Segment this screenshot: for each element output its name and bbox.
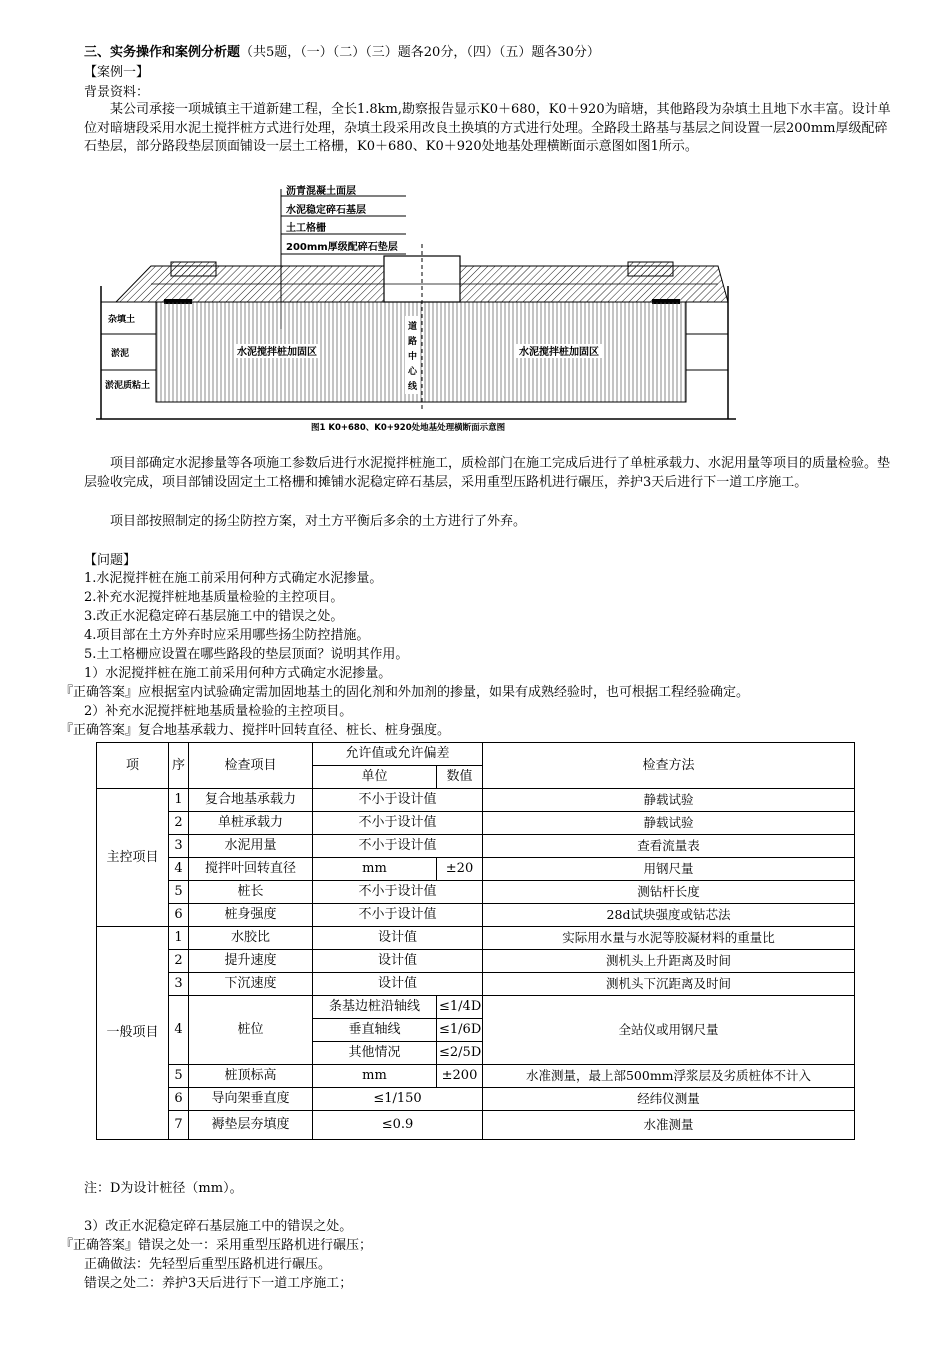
row-value: ±20 — [437, 858, 483, 881]
answer-2: 『正确答案』复合地基承载力、搅拌叶回转直径、桩长、桩身强度。 — [60, 723, 451, 738]
figure-caption: 图1 K0+680、K0+920处地基处理横断面示意图 — [311, 423, 506, 433]
centerline-char-4: 心 — [408, 367, 418, 377]
header-unit: 单位 — [313, 766, 437, 789]
section-header — [84, 45, 600, 61]
row-value: ≤1/6D — [437, 1019, 483, 1042]
table-row — [97, 789, 855, 812]
question-4: 4.项目部在土方外弃时应采用哪些扬尘防控措施。 — [84, 628, 370, 643]
table-row — [97, 904, 855, 927]
table-note: 注：D为设计桩径（mm）。 — [84, 1181, 243, 1196]
row-method: 经纬仪测量 — [483, 1088, 855, 1111]
row-no: 1 — [169, 927, 189, 950]
row-allowance: 不小于设计值 — [313, 812, 483, 835]
header-item: 项 — [97, 743, 169, 789]
section-title: 三、实务操作和案例分析题 — [84, 45, 241, 60]
row-no: 2 — [169, 950, 189, 973]
table-row — [97, 858, 855, 881]
row-allowance: 不小于设计值 — [313, 789, 483, 812]
row-unit: 其他情况 — [313, 1042, 437, 1065]
soil-label-silty-clay: 淤泥质粘土 — [105, 381, 151, 391]
header-method: 检查方法 — [483, 743, 855, 789]
table-header-row — [97, 743, 855, 766]
row-item: 桩顶标高 — [189, 1065, 313, 1088]
row-item: 水胶比 — [189, 927, 313, 950]
header-check-item: 检查项目 — [189, 743, 313, 789]
row-item: 下沉速度 — [189, 973, 313, 996]
group-general: 一般项目 — [97, 927, 169, 1140]
row-item: 导向架垂直度 — [189, 1088, 313, 1111]
label-cement-base: 水泥稳定碎石基层 — [286, 205, 366, 216]
table-row — [97, 881, 855, 904]
row-method: 实际用水量与水泥等胶凝材料的重量比 — [483, 927, 855, 950]
row-method: 静载试验 — [483, 812, 855, 835]
row-unit: mm — [313, 858, 437, 881]
centerline-char-5: 线 — [408, 382, 418, 392]
zone-label-left: 水泥搅拌桩加固区 — [237, 347, 317, 358]
row-value: ±200 — [437, 1065, 483, 1088]
row-item: 水泥用量 — [189, 835, 313, 858]
row-allowance: 不小于设计值 — [313, 904, 483, 927]
cross-section-figure — [96, 184, 736, 434]
row-item: 褥垫层夯填度 — [189, 1111, 313, 1140]
row-item: 桩身强度 — [189, 904, 313, 927]
question-label: 【问题】 — [84, 553, 137, 568]
row-method: 测机头上升距离及时间 — [483, 950, 855, 973]
row-no: 6 — [169, 1088, 189, 1111]
row-value: ≤1/4D — [437, 996, 483, 1019]
question-3: 3.改正水泥稳定碎石基层施工中的错误之处。 — [84, 609, 344, 624]
row-allowance: ≤1/150 — [313, 1088, 483, 1111]
row-unit: 条基边桩沿轴线 — [313, 996, 437, 1019]
question-2-repeat: 2）补充水泥搅拌桩地基质量检验的主控项目。 — [84, 704, 353, 719]
label-asphalt-layer: 沥青混凝土面层 — [286, 186, 356, 197]
row-allowance: 设计值 — [313, 973, 483, 996]
centerline-char-1: 道 — [408, 322, 418, 332]
table-row — [97, 950, 855, 973]
row-method: 用钢尺量 — [483, 858, 855, 881]
row-item: 搅拌叶回转直径 — [189, 858, 313, 881]
row-no: 6 — [169, 904, 189, 927]
row-method: 测钻杆长度 — [483, 881, 855, 904]
table-row — [97, 1111, 855, 1140]
table-row — [97, 1065, 855, 1088]
question-2: 2.补充水泥搅拌桩地基质量检验的主控项目。 — [84, 590, 344, 605]
table-row — [97, 1088, 855, 1111]
row-allowance: 不小于设计值 — [313, 881, 483, 904]
row-no: 7 — [169, 1111, 189, 1140]
table-row — [97, 996, 855, 1019]
question-1-repeat: 1）水泥搅拌桩在施工前采用何种方式确定水泥掺量。 — [84, 666, 392, 681]
row-no: 4 — [169, 858, 189, 881]
row-no: 5 — [169, 881, 189, 904]
background-label: 背景资料： — [84, 85, 150, 100]
group-main-control: 主控项目 — [97, 789, 169, 927]
row-method: 静载试验 — [483, 789, 855, 812]
paragraph-2: 项目部确定水泥掺量等各项施工参数后进行水泥搅拌桩施工，质检部门在施工完成后进行了单桩承载力、水泥用量等项目的质量检验。垫层验收完成，项目部铺设固定土工格栅和摊铺水泥稳定碎石基层，采用重型压路机进行碾压，养护3天后进行下一道工序施工。 — [84, 456, 891, 490]
answer-3-line-3: 错误之处二：养护3天后进行下一道工序施工； — [84, 1276, 353, 1291]
label-geogrid: 土工格栅 — [286, 223, 326, 234]
table-row — [97, 973, 855, 996]
paragraph-3: 项目部按照制定的扬尘防控方案，对土方平衡后多余的土方进行了外弃。 — [110, 514, 527, 529]
question-5: 5.土工格栅应设置在哪些路段的垫层顶面？说明其作用。 — [84, 647, 409, 662]
answer-1: 『正确答案』应根据室内试验确定需加固地基土的固化剂和外加剂的掺量，如果有成熟经验时，也可根据工程经验确定。 — [60, 685, 750, 700]
answer-3-line-2: 正确做法：先轻型后重型压路机进行碾压。 — [84, 1257, 332, 1272]
row-no: 1 — [169, 789, 189, 812]
table-row — [97, 927, 855, 950]
row-value: ≤2/5D — [437, 1042, 483, 1065]
row-item: 单桩承载力 — [189, 812, 313, 835]
row-no: 5 — [169, 1065, 189, 1088]
row-allowance: 设计值 — [313, 950, 483, 973]
table-row — [97, 835, 855, 858]
header-seq: 序 — [169, 743, 189, 789]
soil-label-fill: 杂填土 — [108, 315, 136, 325]
answer-3-line-1: 『正确答案』错误之处一：采用重型压路机进行碾压； — [60, 1238, 373, 1253]
case-label: 【案例一】 — [84, 65, 150, 80]
row-method: 测机头下沉距离及时间 — [483, 973, 855, 996]
row-unit: 垂直轴线 — [313, 1019, 437, 1042]
row-method: 水准测量，最上部500mm浮浆层及劣质桩体不计入 — [483, 1065, 855, 1088]
row-method: 水准测量 — [483, 1111, 855, 1140]
header-value: 数值 — [437, 766, 483, 789]
centerline-char-2: 路 — [408, 337, 418, 347]
row-no: 3 — [169, 973, 189, 996]
row-item: 桩位 — [189, 996, 313, 1065]
row-method: 查看流量表 — [483, 835, 855, 858]
row-item: 提升速度 — [189, 950, 313, 973]
row-no: 4 — [169, 996, 189, 1065]
label-gravel-cushion: 200mm厚级配碎石垫层 — [286, 242, 398, 253]
row-method: 28d试块强度或钻芯法 — [483, 904, 855, 927]
table-row — [97, 812, 855, 835]
header-allowance: 允许值或允许偏差 — [313, 743, 483, 766]
row-item: 桩长 — [189, 881, 313, 904]
question-3-repeat: 3）改正水泥稳定碎石基层施工中的错误之处。 — [84, 1219, 353, 1234]
row-unit: mm — [313, 1065, 437, 1088]
row-item: 复合地基承载力 — [189, 789, 313, 812]
zone-label-right: 水泥搅拌桩加固区 — [519, 347, 599, 358]
section-note: （共5题，（一）（二）（三）题各20分，（四）（五）题各30分） — [240, 45, 600, 60]
soil-label-silt: 淤泥 — [111, 349, 130, 359]
centerline-char-3: 中 — [408, 352, 418, 362]
row-allowance: 设计值 — [313, 927, 483, 950]
background-paragraph: 某公司承接一项城镇主干道新建工程，全长1.8km,勘察报告显示K0＋680，K0＋920为暗塘，其他路段为杂填土且地下水丰富。设计单位对暗塘段采用水泥土搅拌桩方式进行处理，杂填土段采用改良土换填的方式进行处理。全路段土路基与基层之间设置一层200mm厚级配碎石垫层，部分路段垫层顶面铺设一层土工格栅，K0＋680、K0＋920处地基处理横断面示意图如图1所示。 — [84, 102, 891, 154]
row-allowance: ≤0.9 — [313, 1111, 483, 1140]
question-1: 1.水泥搅拌桩在施工前采用何种方式确定水泥掺量。 — [84, 571, 383, 586]
row-allowance: 不小于设计值 — [313, 835, 483, 858]
quality-inspection-table — [96, 742, 855, 1140]
row-no: 3 — [169, 835, 189, 858]
row-no: 2 — [169, 812, 189, 835]
row-method: 全站仪或用钢尺量 — [483, 996, 855, 1065]
